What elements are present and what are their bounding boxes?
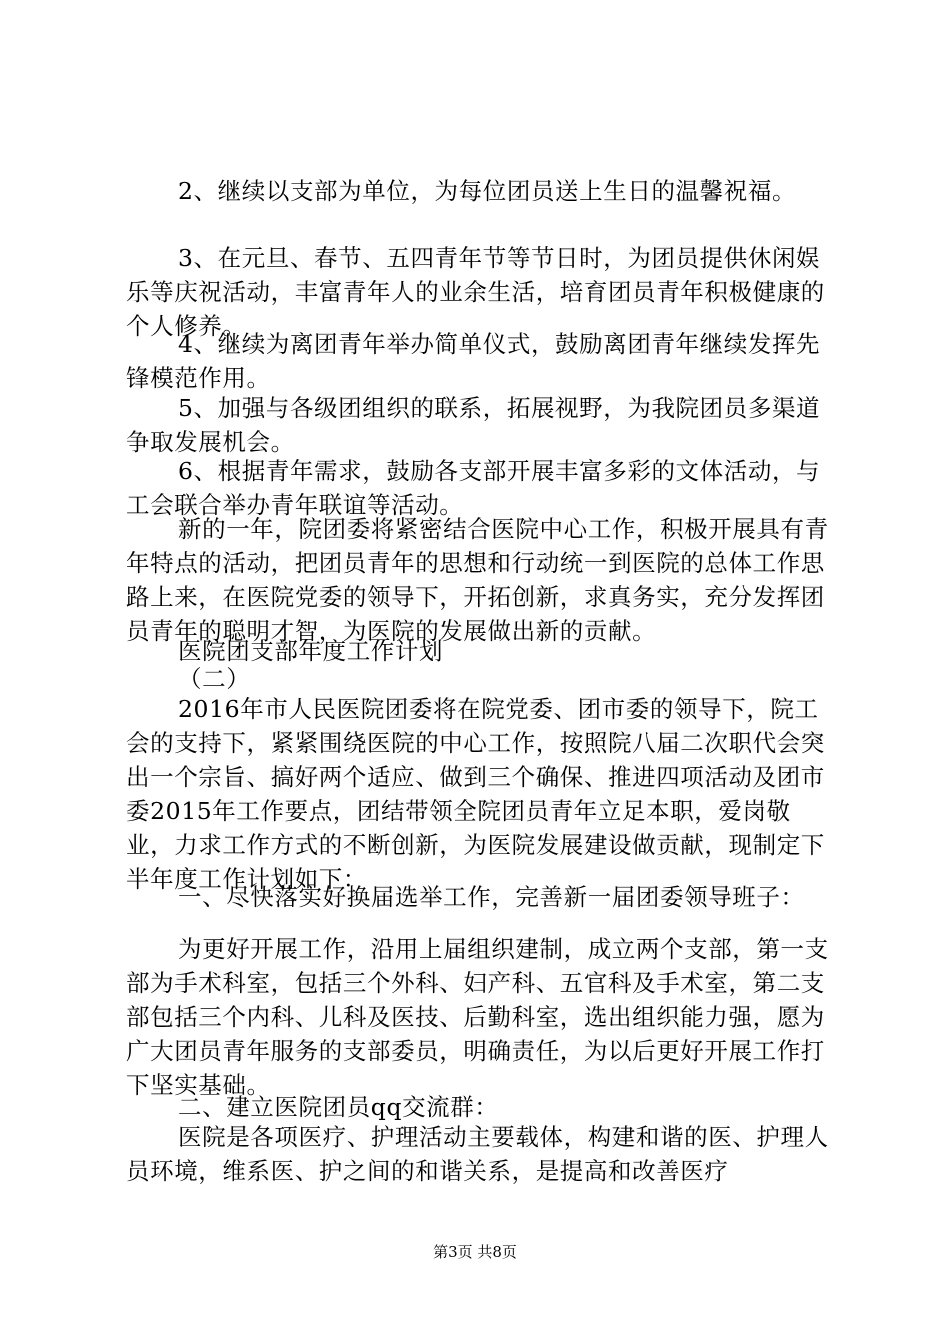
paragraph-hospital-carrier: 医院是各项医疗、护理活动主要载体，构建和谐的医、护理人员环境，维系医、护之间的和谐关系，是提高和改善医疗 <box>126 1123 829 1185</box>
paragraph-leaving-ceremony: 4、继续为离团青年举办简单仪式，鼓励离团青年继续发挥先锋模范作用。 <box>126 330 821 392</box>
heading-election: 一、尽快落实好换届选举工作，完善新一届团委领导班子： <box>178 883 805 911</box>
paragraph-branches: 为更好开展工作，沿用上届组织建制，成立两个支部，第一支部为手术科室，包括三个外科、妇产科、五官科及手术室，第二支部包括三个内科、儿科及医技、后勤科室，选出组织能力强，愿为广大团员青年服务的支部委员，明确责任，为以后更好开展工作打下坚实基础。 <box>126 935 829 1099</box>
heading-qq-group: 二、建立医院团员qq交流群： <box>178 1093 499 1121</box>
section-title: 医院团支部年度工作计划 <box>178 637 444 665</box>
paragraph-organization-contact: 5、加强与各级团组织的联系，拓展视野，为我院团员多渠道争取发展机会。 <box>126 394 821 456</box>
paragraph-holiday-activities: 3、在元旦、春节、五四青年节等节日时，为团员提供休闲娱乐等庆祝活动，丰富青年人的业余生活，培育团员青年积极健康的个人修养。 <box>126 244 825 340</box>
section-number: （二） <box>178 665 251 693</box>
page-number-footer: 第3页 共8页 <box>433 1243 517 1261</box>
paragraph-cultural-activities: 6、根据青年需求，鼓励各支部开展丰富多彩的文体活动，与工会联合举办青年联谊等活动。 <box>126 457 821 519</box>
paragraph-2016-plan: 2016年市人民医院团委将在院党委、团市委的领导下，院工会的支持下，紧紧围绕医院的中心工作，按照院八届二次职代会突出一个宗旨、搞好两个适应、做到三个确保、推进四项活动及团市委2015年工作要点，团结带领全院团员青年立足本职，爱岗敬业，力求工作方式的不断创新，为医院发展建设做贡献，现制定下半年度工作计划如下： <box>126 695 825 893</box>
paragraph-new-year: 新的一年，院团委将紧密结合医院中心工作，积极开展具有青年特点的活动，把团员青年的思想和行动统一到医院的总体工作思路上来，在医院党委的领导下，开拓创新，求真务实，充分发挥团员青年的聪明才智，为医院的发展做出新的贡献。 <box>126 515 829 645</box>
paragraph-birthday-wishes: 2、继续以支部为单位，为每位团员送上生日的温馨祝福。 <box>178 177 797 205</box>
